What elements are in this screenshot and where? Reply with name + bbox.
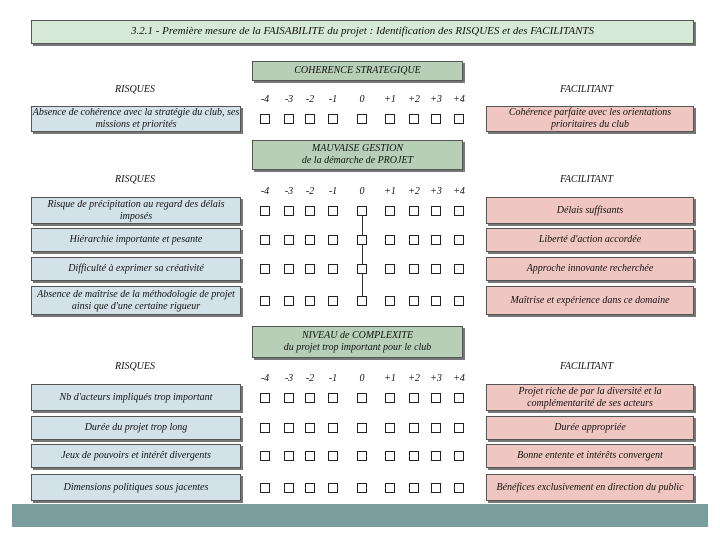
risk-text: Difficulté à exprimer sa créativité [68, 263, 204, 274]
risks-label: RISQUES [115, 174, 155, 185]
section-heading-line: MAUVAISE GESTION [311, 143, 404, 154]
scale-label: +1 [384, 186, 396, 197]
scale-label: -4 [260, 373, 270, 384]
page-title-text: 3.2.1 - Première mesure de la FAISABILITE du projet : Identification des RISQUES et des FACILITANTS [130, 25, 595, 38]
risk-box [31, 416, 241, 440]
scale-label: +2 [408, 373, 420, 384]
facilitant-text: Bonne entente et intérêts convergent [517, 450, 663, 461]
score-checkbox-+2[interactable] [409, 264, 419, 274]
scale-label: -3 [284, 186, 294, 197]
risk-text: Dimensions politiques sous jacentes [63, 481, 209, 493]
score-checkbox-+1[interactable] [385, 423, 395, 433]
score-checkbox--3[interactable] [284, 114, 294, 124]
score-checkbox-+4[interactable] [454, 114, 464, 124]
score-checkbox--3[interactable] [284, 451, 294, 461]
risks-label: RISQUES [115, 84, 155, 95]
score-checkbox-0[interactable] [357, 423, 367, 433]
score-checkbox-+3[interactable] [431, 393, 441, 403]
risk-text: Risque de précipitation au regard des délais imposés [47, 198, 225, 222]
score-checkbox-+1[interactable] [385, 264, 395, 274]
scale-label: +3 [430, 94, 442, 105]
score-checkbox--1[interactable] [328, 264, 338, 274]
score-checkbox-+4[interactable] [454, 296, 464, 306]
score-checkbox--1[interactable] [328, 451, 338, 461]
scale-label: +4 [453, 186, 465, 197]
risk-box [31, 228, 241, 252]
score-checkbox--1[interactable] [328, 114, 338, 124]
section-heading-line: NIVEAU de COMPLEXITE [301, 330, 414, 341]
scale-label: +2 [408, 94, 420, 105]
score-checkbox--2[interactable] [305, 114, 315, 124]
score-checkbox-+1[interactable] [385, 235, 395, 245]
score-checkbox--4[interactable] [260, 206, 270, 216]
facilitant-text: Durée appropriée [554, 422, 626, 433]
scale-label: -1 [328, 373, 338, 384]
section-heading [252, 140, 463, 170]
score-checkbox-+2[interactable] [409, 423, 419, 433]
score-checkbox-+3[interactable] [431, 423, 441, 433]
facilitant-text: Cohérence parfaite avec les orientations prioritaires du club [508, 107, 672, 130]
score-checkbox-+1[interactable] [385, 206, 395, 216]
score-checkbox--3[interactable] [284, 296, 294, 306]
score-checkbox--2[interactable] [305, 296, 315, 306]
risk-box [31, 474, 241, 501]
score-checkbox-+4[interactable] [454, 393, 464, 403]
facilitant-box [486, 384, 694, 411]
score-checkbox--1[interactable] [328, 423, 338, 433]
score-checkbox-+4[interactable] [454, 264, 464, 274]
facilitant-label: FACILITANT [560, 84, 613, 95]
score-checkbox-0[interactable] [357, 206, 367, 216]
score-checkbox--2[interactable] [305, 423, 315, 433]
score-checkbox--4[interactable] [260, 483, 270, 493]
score-checkbox-+4[interactable] [454, 235, 464, 245]
scale-label: +3 [430, 373, 442, 384]
scale-label: -4 [260, 94, 270, 105]
score-checkbox-0[interactable] [357, 483, 367, 493]
score-checkbox-+2[interactable] [409, 235, 419, 245]
score-checkbox-+4[interactable] [454, 451, 464, 461]
scale-label: -2 [305, 94, 315, 105]
section-heading-line: COHERENCE STRATEGIQUE [294, 65, 421, 76]
score-checkbox--1[interactable] [328, 235, 338, 245]
facilitant-text: Maîtrise et expérience dans ce domaine [510, 294, 670, 306]
score-checkbox--4[interactable] [260, 423, 270, 433]
score-checkbox--2[interactable] [305, 206, 315, 216]
score-checkbox--2[interactable] [305, 235, 315, 245]
score-checkbox-+2[interactable] [409, 483, 419, 493]
score-checkbox--3[interactable] [284, 423, 294, 433]
scale-label: -1 [328, 186, 338, 197]
score-checkbox-0[interactable] [357, 393, 367, 403]
facilitant-text: Approche innovante recherchée [526, 263, 654, 274]
score-checkbox-+3[interactable] [431, 264, 441, 274]
risk-box [31, 444, 241, 468]
score-checkbox--4[interactable] [260, 296, 270, 306]
score-checkbox-0[interactable] [357, 114, 367, 124]
risk-text: Jeux de pouvoirs et intérêt divergents [61, 450, 211, 461]
scale-label: +4 [453, 373, 465, 384]
facilitant-box [486, 474, 694, 501]
score-checkbox--4[interactable] [260, 114, 270, 124]
facilitant-label: FACILITANT [560, 174, 613, 185]
section-heading [252, 61, 463, 81]
section-heading [252, 326, 463, 358]
facilitant-text: Liberté d'action accordée [538, 234, 642, 245]
risk-box [31, 197, 241, 224]
score-checkbox-+1[interactable] [385, 296, 395, 306]
facilitant-text: Projet riche de par la diversité et la complémentarité de ses acteurs [518, 385, 662, 409]
scale-label: +2 [408, 186, 420, 197]
facilitant-text: Délais suffisants [556, 204, 624, 216]
score-checkbox--4[interactable] [260, 393, 270, 403]
score-checkbox-+3[interactable] [431, 206, 441, 216]
score-checkbox-+4[interactable] [454, 206, 464, 216]
score-checkbox--1[interactable] [328, 393, 338, 403]
risk-box [31, 286, 241, 315]
score-checkbox-+3[interactable] [431, 114, 441, 124]
facilitant-box [486, 257, 694, 281]
section-heading-line: du projet trop important pour le club [283, 342, 432, 353]
score-checkbox-+3[interactable] [431, 451, 441, 461]
scale-label: +1 [384, 94, 396, 105]
score-checkbox-0[interactable] [357, 235, 367, 245]
risk-text: Absence de cohérence avec la stratégie du club, ses missions et priorités [32, 107, 240, 130]
score-checkbox--1[interactable] [328, 296, 338, 306]
score-checkbox-+4[interactable] [454, 483, 464, 493]
score-checkbox-+1[interactable] [385, 451, 395, 461]
scale-label: 0 [359, 186, 365, 197]
facilitant-box [486, 416, 694, 440]
score-checkbox-0[interactable] [357, 451, 367, 461]
score-checkbox-+3[interactable] [431, 296, 441, 306]
score-checkbox-+2[interactable] [409, 114, 419, 124]
score-checkbox--4[interactable] [260, 235, 270, 245]
scale-label: +3 [430, 186, 442, 197]
score-checkbox--3[interactable] [284, 206, 294, 216]
score-checkbox-+1[interactable] [385, 483, 395, 493]
score-checkbox--1[interactable] [328, 483, 338, 493]
facilitant-label: FACILITANT [560, 361, 613, 372]
score-checkbox--4[interactable] [260, 451, 270, 461]
scale-label: -2 [305, 186, 315, 197]
score-checkbox-+4[interactable] [454, 423, 464, 433]
footer-bar [12, 504, 708, 527]
scale-label: -1 [328, 94, 338, 105]
score-checkbox-+1[interactable] [385, 393, 395, 403]
scale-label: -3 [284, 373, 294, 384]
risk-text: Absence de maîtrise de la méthodologie de projet ainsi que d'une certaine rigueur [37, 288, 235, 312]
risk-box [31, 106, 241, 132]
facilitant-text: Bénéfices exclusivement en direction du public [496, 481, 684, 493]
section-heading-line: de la démarche de PROJET [301, 155, 414, 166]
score-checkbox--3[interactable] [284, 264, 294, 274]
zero-axis-line [362, 216, 363, 296]
score-checkbox-+2[interactable] [409, 451, 419, 461]
scale-label: +4 [453, 94, 465, 105]
risk-text: Durée du projet trop long [84, 422, 188, 433]
score-scale [0, 94, 720, 106]
score-checkbox--1[interactable] [328, 206, 338, 216]
score-checkbox-+2[interactable] [409, 296, 419, 306]
score-checkbox-+2[interactable] [409, 206, 419, 216]
facilitant-box [486, 106, 694, 132]
facilitant-box [486, 197, 694, 224]
scale-label: 0 [359, 94, 365, 105]
score-checkbox--3[interactable] [284, 393, 294, 403]
scale-label: +1 [384, 373, 396, 384]
scale-label: 0 [359, 373, 365, 384]
facilitant-box [486, 444, 694, 468]
page-title [31, 20, 694, 44]
risk-box [31, 257, 241, 281]
score-checkbox-0[interactable] [357, 264, 367, 274]
score-checkbox--2[interactable] [305, 264, 315, 274]
scale-label: -2 [305, 373, 315, 384]
score-checkbox--2[interactable] [305, 451, 315, 461]
risk-text: Hiérarchie importante et pesante [69, 234, 203, 245]
facilitant-box [486, 228, 694, 252]
scale-label: -4 [260, 186, 270, 197]
score-checkbox--3[interactable] [284, 483, 294, 493]
score-checkbox-+2[interactable] [409, 393, 419, 403]
score-checkbox--2[interactable] [305, 483, 315, 493]
score-checkbox-+3[interactable] [431, 483, 441, 493]
risks-label: RISQUES [115, 361, 155, 372]
score-checkbox-0[interactable] [357, 296, 367, 306]
score-checkbox--4[interactable] [260, 264, 270, 274]
score-checkbox-+3[interactable] [431, 235, 441, 245]
facilitant-box [486, 286, 694, 315]
score-checkbox-+1[interactable] [385, 114, 395, 124]
score-checkbox--2[interactable] [305, 393, 315, 403]
risk-text: Nb d'acteurs impliqués trop important [59, 391, 213, 403]
score-checkbox--3[interactable] [284, 235, 294, 245]
scale-label: -3 [284, 94, 294, 105]
risk-box [31, 384, 241, 411]
